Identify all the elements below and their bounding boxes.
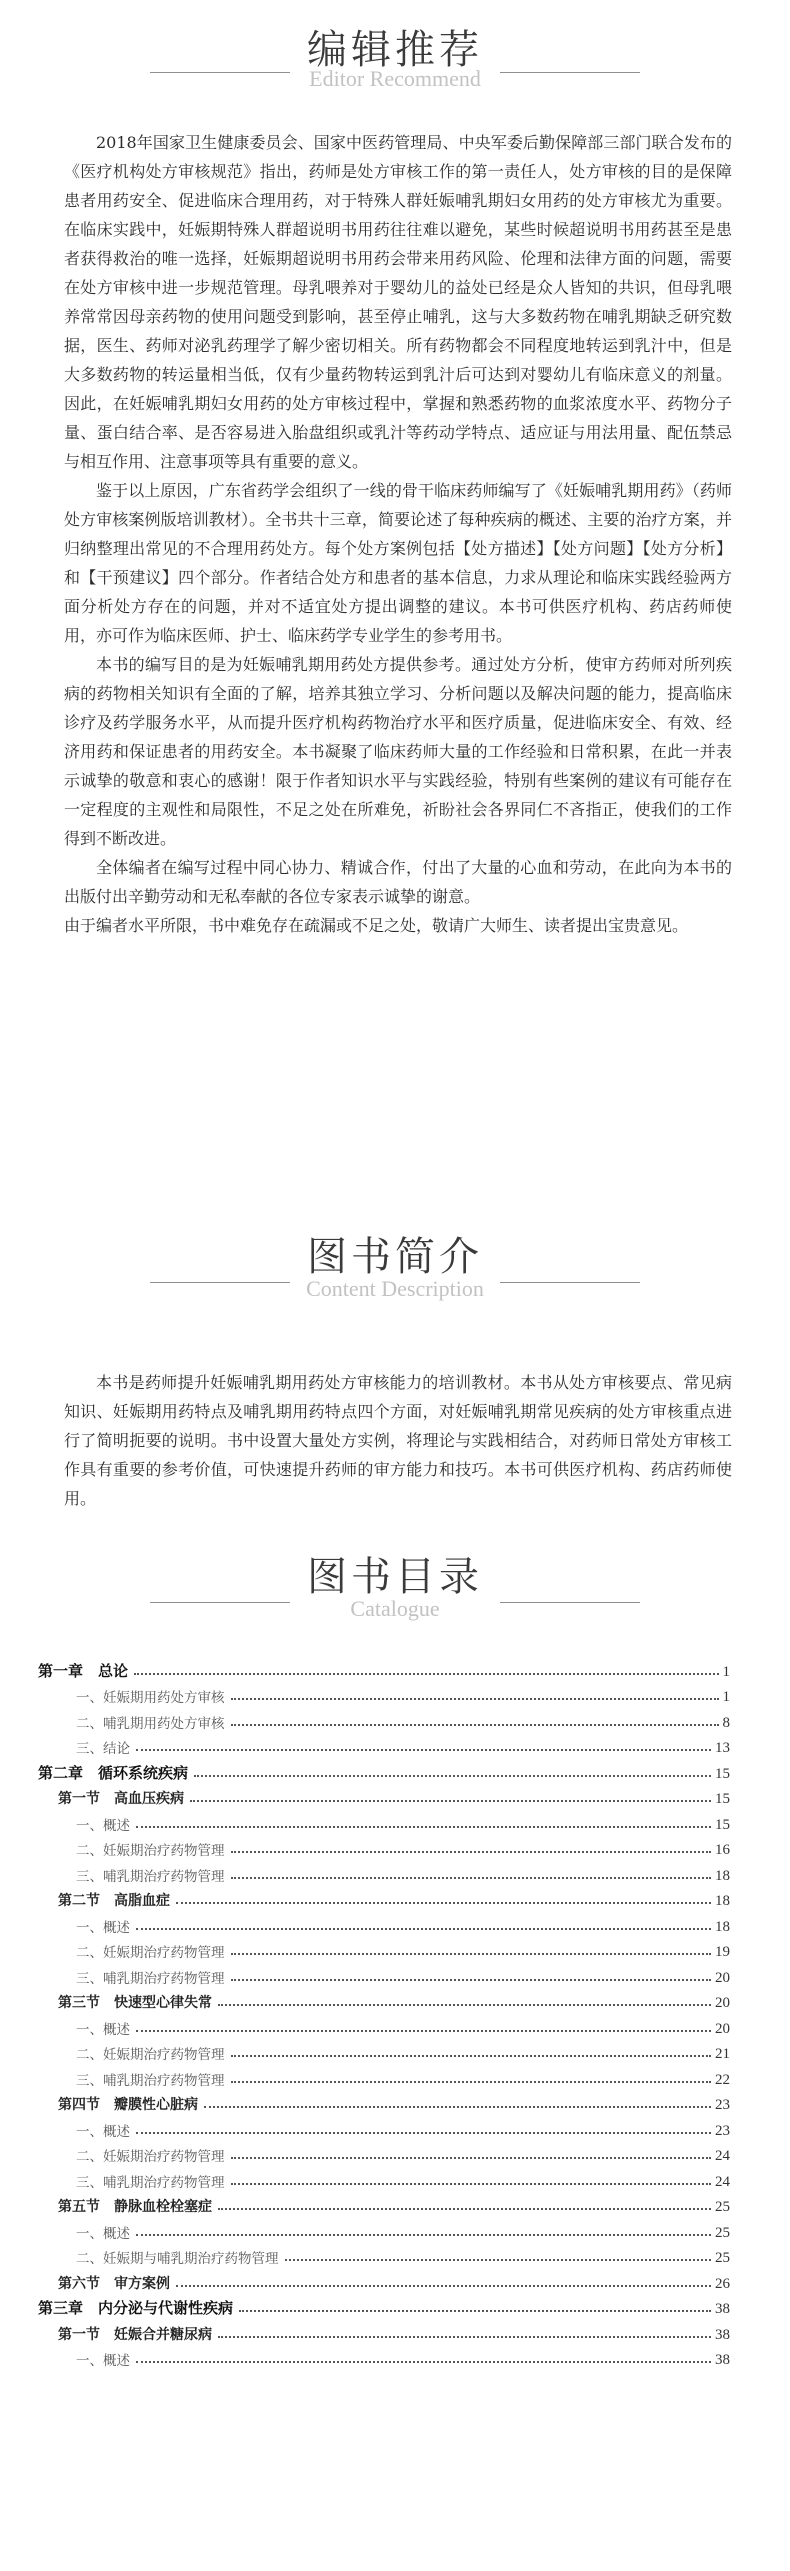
toc-leader-dots [218, 2336, 711, 2338]
toc-leader-dots [136, 2132, 711, 2134]
toc-entry-label: 第一节 高血压疾病 [58, 1791, 184, 1807]
toc-leader-dots [136, 2030, 711, 2032]
toc-entry-label: 二、妊娠期治疗药物管理 [76, 1945, 225, 1961]
toc-item [38, 1910, 730, 1936]
paragraph: 由于编者水平所限，书中难免存在疏漏或不足之处，敬请广大师生、读者提出宝贵意见。 [64, 916, 689, 935]
toc-entry-label: 第三节 快速型心律失常 [58, 1995, 212, 2011]
toc-item [38, 2344, 730, 2370]
paragraph: 全体编者在编写过程中同心协力、精诚合作，付出了大量的心血和劳动，在此向为本书的出版付出辛勤劳动和无私奉献的各位专家表示诚挚的谢意。 [64, 858, 732, 906]
toc-page-number: 18 [715, 1893, 730, 1909]
toc-entry-label: 三、哺乳期治疗药物管理 [76, 1970, 225, 1987]
toc-page-number: 19 [715, 1944, 730, 1960]
toc-leader-dots [204, 2106, 711, 2108]
toc-item [38, 2038, 730, 2064]
editor-recommend-subtitle: Editor Recommend [309, 66, 481, 91]
toc-leader-dots [134, 1673, 718, 1675]
toc-entry-label: 二、妊娠期治疗药物管理 [76, 2149, 225, 2165]
toc-leader-dots [194, 1775, 711, 1777]
toc-leader-dots [136, 1749, 711, 1751]
toc-item [38, 1808, 730, 1834]
toc-entry-label: 第三章 内分泌与代谢性疾病 [38, 2299, 234, 2317]
toc-page-number: 38 [715, 2301, 730, 2317]
toc-entry-label: 第四节 瓣膜性心脏病 [58, 2097, 198, 2113]
toc-leader-dots [136, 2234, 711, 2236]
toc-leader-dots [231, 1979, 712, 1981]
toc-page-number: 26 [715, 2275, 730, 2292]
toc-item [38, 1936, 730, 1962]
toc-page-number: 23 [715, 2097, 730, 2113]
toc-item [38, 1961, 730, 1987]
toc-page-number: 15 [715, 1816, 730, 1833]
content-description-subtitle: Content Description [306, 1276, 484, 1301]
toc-entry-label: 第六节 审方案例 [58, 2275, 170, 2292]
toc-entry-label: 一、概述 [76, 1919, 130, 1936]
toc-entry-label: 第一节 妊娠合并糖尿病 [58, 2326, 212, 2343]
toc-leader-dots [190, 1800, 711, 1802]
paragraph: 本书是药师提升妊娠哺乳期用药处方审核能力的培训教材。本书从处方审核要点、常见病知识、妊娠期用药特点及哺乳期用药特点四个方面，对妊娠哺乳期常见疾病的处方审核重点进行了简明扼要的说明。书中设置大量处方实例，将理论与实践相结合，对药师日常处方审核工作具有重要的参考价值，可快速提升药师的审方能力和技巧。本书可供医疗机构、药店药师使用。 [64, 1373, 732, 1508]
toc-leader-dots [231, 1698, 719, 1700]
toc-leader-dots [218, 2004, 711, 2006]
toc-entry-label: 二、妊娠期治疗药物管理 [76, 2047, 225, 2063]
toc-page-number: 8 [722, 1714, 730, 1731]
toc-page-number: 21 [715, 2046, 730, 2062]
toc-leader-dots [231, 2055, 712, 2057]
toc-page-number: 16 [715, 1842, 730, 1858]
toc-section [38, 1987, 730, 2013]
toc-chapter [38, 1655, 730, 1681]
toc-leader-dots [231, 2183, 712, 2185]
table-of-contents [38, 1655, 730, 2369]
toc-entry-label: 一、概述 [76, 1817, 130, 1834]
toc-leader-dots [218, 2208, 711, 2210]
toc-leader-dots [231, 1877, 712, 1879]
toc-item [38, 2165, 730, 2191]
toc-page-number: 38 [715, 2326, 730, 2343]
toc-entry-label: 三、哺乳期治疗药物管理 [76, 2072, 225, 2089]
toc-entry-label: 第二章 循环系统疾病 [38, 1763, 189, 1782]
toc-chapter [38, 1757, 730, 1783]
content-description-title: 图书简介 [307, 1234, 483, 1280]
toc-leader-dots [176, 2285, 711, 2287]
toc-entry-label: 一、概述 [76, 2021, 130, 2038]
toc-entry-label: 一、妊娠期用药处方审核 [76, 1690, 225, 1706]
editor-recommend-title: 编辑推荐 [307, 27, 483, 73]
toc-page-number: 22 [715, 2071, 730, 2088]
toc-entry-label: 一、概述 [76, 2225, 130, 2242]
catalogue-header [0, 1545, 790, 1645]
toc-entry-label: 第一章 总论 [38, 1661, 129, 1680]
toc-entry-label: 二、哺乳期用药处方审核 [76, 1715, 225, 1732]
toc-item [38, 1706, 730, 1732]
toc-item [38, 2114, 730, 2140]
toc-page-number: 24 [715, 2173, 730, 2190]
toc-entry-label: 一、概述 [76, 2123, 130, 2140]
toc-section [38, 1783, 730, 1809]
toc-leader-dots [136, 1928, 711, 1930]
toc-entry-label: 三、哺乳期治疗药物管理 [76, 1868, 225, 1885]
editor-recommend-body [64, 128, 732, 940]
content-description-body [64, 1368, 732, 1513]
toc-section [38, 2191, 730, 2217]
toc-item [38, 1732, 730, 1758]
toc-section [38, 2267, 730, 2293]
toc-page-number: 20 [715, 1969, 730, 1986]
toc-item [38, 2216, 730, 2242]
paragraph: 本书的编写目的是为妊娠哺乳期用药处方提供参考。通过处方分析，使审方药师对所列疾病的药物相关知识有全面的了解，培养其独立学习、分析问题以及解决问题的能力，提高临床诊疗及药学服务水平，从而提升医疗机构药物治疗水平和医疗质量，促进临床安全、有效、经济用药和保证患者的用药安全。本书凝聚了临床药师大量的工作经验和日常积累，在此一并表示诚挚的敬意和衷心的感谢！限于作者知识水平与实践经验，特别有些案例的建议有可能存在一定程度的主观性和局限性，不足之处在所难免，祈盼社会各界同仁不吝指正，使我们的工作得到不断改进。 [64, 655, 732, 848]
toc-page-number: 1 [722, 1663, 730, 1680]
toc-page-number: 18 [715, 1918, 730, 1935]
toc-item [38, 2140, 730, 2166]
toc-page-number: 23 [715, 2122, 730, 2139]
catalogue-subtitle: Catalogue [350, 1596, 440, 1621]
toc-item [38, 2063, 730, 2089]
toc-item [38, 1681, 730, 1707]
toc-page-number: 25 [715, 2224, 730, 2241]
toc-item [38, 1834, 730, 1860]
toc-leader-dots [136, 2361, 711, 2363]
toc-page-number: 20 [715, 2020, 730, 2037]
toc-page-number: 25 [715, 2250, 730, 2266]
paragraph: 2018年国家卫生健康委员会、国家中医药管理局、中央军委后勤保障部三部门联合发布的《医疗机构处方审核规范》指出，药师是处方审核工作的第一责任人，处方审核的目的是保障患者用药安全、促进临床合理用药，对于特殊人群妊娠哺乳期妇女用药的处方审核尤为重要。在临床实践中，妊娠期特殊人群超说明书用药往往难以避免，某些时候超说明书用药甚至是患者获得救治的唯一选择，妊娠期超说明书用药会带来用药风险、伦理和法律方面的问题，需要在处方审核中进一步规范管理。母乳喂养对于婴幼儿的益处已经是众人皆知的共识，但母乳喂养常常因母亲药物的使用问题受到影响，甚至停止哺乳，这与大多数药物在哺乳期缺乏研究数据，医生、药师对泌乳药理学了解少密切相关。所有药物都会不同程度地转运到乳汁中，但是大多数药物的转运量相当低，仅有少量药物转运到乳汁后可达到对婴幼儿有临床意义的剂量。因此，在妊娠哺乳期妇女用药的处方审核过程中，掌握和熟悉药物的血浆浓度水平、药物分子量、蛋白结合率、是否容易进入胎盘组织或乳汁等药动学特点、适应证与用法用量、配伍禁忌与相互作用、注意事项等具有重要的意义。 [64, 133, 732, 471]
toc-page-number: 38 [715, 2352, 730, 2368]
toc-leader-dots [136, 1826, 711, 1828]
toc-page-number: 15 [715, 1791, 730, 1807]
toc-leader-dots [231, 2157, 712, 2159]
toc-leader-dots [231, 1851, 712, 1853]
toc-item [38, 1859, 730, 1885]
toc-section [38, 2089, 730, 2115]
toc-page-number: 18 [715, 1867, 730, 1884]
toc-entry-label: 第五节 静脉血栓栓塞症 [58, 2199, 212, 2215]
toc-item [38, 2012, 730, 2038]
toc-entry-label: 一、概述 [76, 2353, 130, 2369]
toc-entry-label: 二、妊娠期治疗药物管理 [76, 1843, 225, 1859]
toc-chapter [38, 2293, 730, 2319]
toc-section [38, 1885, 730, 1911]
toc-leader-dots [231, 1724, 719, 1726]
toc-entry-label: 三、哺乳期治疗药物管理 [76, 2174, 225, 2191]
toc-leader-dots [231, 1953, 712, 1955]
toc-leader-dots [285, 2259, 712, 2261]
toc-entry-label: 第二节 高脂血症 [58, 1893, 170, 1909]
content-description-header [0, 1225, 790, 1335]
catalogue-title: 图书目录 [307, 1554, 483, 1600]
paragraph: 鉴于以上原因，广东省药学会组织了一线的骨干临床药师编写了《妊娠哺乳期用药》（药师处方审核案例版培训教材）。全书共十三章，简要论述了每种疾病的概述、主要的治疗方案，并归纳整理出常见的不合理用药处方。每个处方案例包括【处方描述】【处方问题】【处方分析】和【干预建议】四个部分。作者结合处方和患者的基本信息，力求从理论和临床实践经验两方面分析处方存在的问题，并对不适宜处方提出调整的建议。本书可供医疗机构、药店药师使用，亦可作为临床医师、护士、临床药学专业学生的参考用书。 [64, 481, 732, 645]
toc-item [38, 2242, 730, 2268]
toc-page-number: 15 [715, 1765, 730, 1782]
toc-entry-label: 三、结论 [76, 1741, 130, 1757]
toc-page-number: 13 [715, 1740, 730, 1756]
toc-page-number: 20 [715, 1995, 730, 2011]
toc-leader-dots [239, 2310, 711, 2312]
toc-page-number: 25 [715, 2199, 730, 2215]
toc-page-number: 24 [715, 2148, 730, 2164]
toc-entry-label: 二、妊娠期与哺乳期治疗药物管理 [76, 2251, 279, 2267]
editor-recommend-header [0, 0, 790, 110]
toc-leader-dots [176, 1902, 711, 1904]
toc-section [38, 2318, 730, 2344]
toc-leader-dots [231, 2081, 712, 2083]
toc-page-number: 1 [722, 1689, 730, 1705]
